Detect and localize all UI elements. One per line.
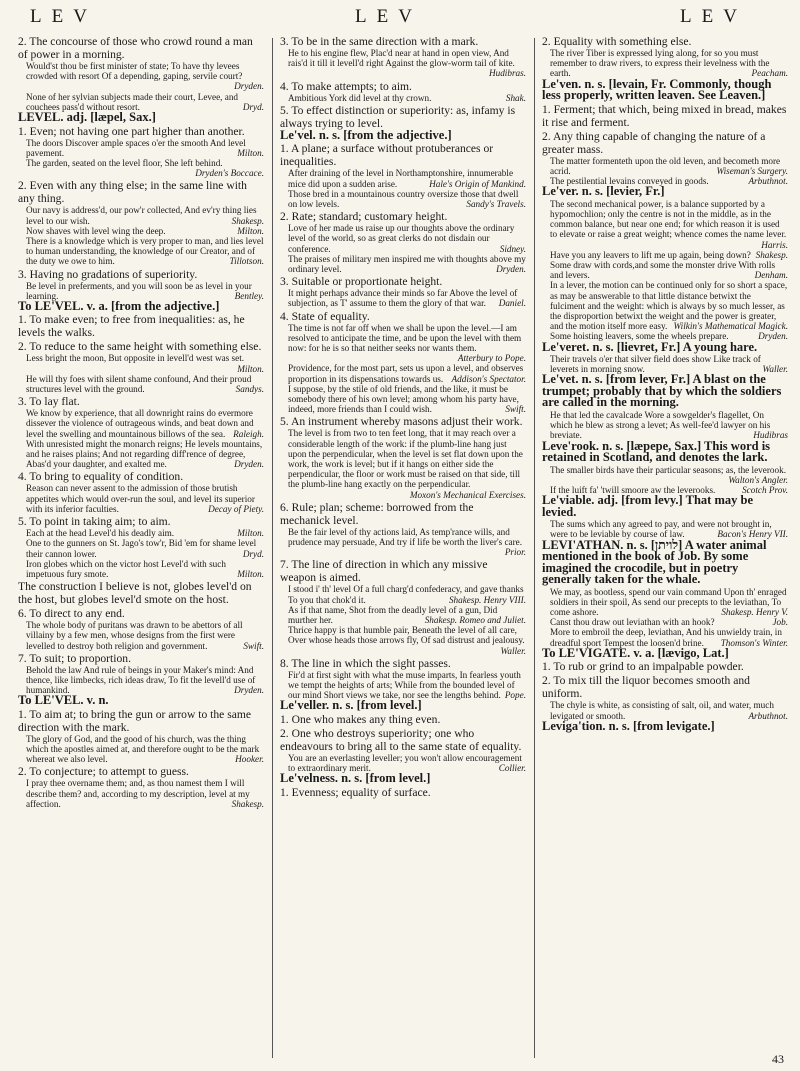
quotation-source: Shakesp. Romeo and Juliet.	[424, 615, 526, 626]
quotation-source: Tillotson.	[229, 256, 264, 267]
quotation-text: Thrice happy is that humble pair, Beneath the level of all care, Over whose heads those arrows fly, Of sad distrust and jealousy.	[288, 625, 525, 646]
quotation-text: The matter formenteth upon the old leven, and becometh more acrid.	[550, 155, 781, 176]
quotation-source: Dryd.	[242, 548, 264, 559]
quotation-source: Shak.	[505, 92, 526, 103]
quotation-text: Our navy is address'd, our pow'r collected, And ev'ry thing lies level to our wish.	[26, 205, 257, 226]
quotation-source: Dryden.	[758, 331, 788, 342]
quotation-source: Pope.	[504, 690, 526, 701]
quotation-source: Collier.	[498, 763, 526, 774]
quotation-source: Addison's Spectator.	[451, 373, 526, 384]
quotation-source: Harris.	[761, 239, 788, 250]
definition-sense: 2. To reduce to the same height with something else.	[18, 340, 262, 354]
quotation	[18, 665, 264, 696]
quotation	[18, 281, 264, 301]
quotation	[542, 700, 788, 720]
quotation-source: Moxon's Mechanical Exercises.	[409, 489, 526, 500]
quotation-text: The pestilential levains conveyed in goods.	[550, 176, 709, 187]
quotation	[542, 156, 788, 176]
quotation-text: The praises of military men inspired me with thoughts above my ordinary level.	[288, 253, 526, 274]
quotation-text: I pray thee overname them; and, as thou namest them I will describe them? and, according to my description, level at my affection.	[26, 778, 250, 809]
quotation-source: Sandys.	[235, 384, 264, 395]
quotation	[280, 288, 526, 308]
quotation-text: Reason can never assent to the admission of those brutish appetites which would over-run the soul, and level its superior with its inferior faculties.	[26, 483, 255, 514]
definition-sense: 7. To suit; to proportion.	[18, 651, 131, 665]
quotation-source: Walton's Angler.	[728, 474, 788, 485]
definition-sense: 5. To point in taking aim; to aim.	[18, 515, 171, 529]
quotation-source: Dryden.	[496, 263, 526, 274]
quotation	[18, 439, 264, 470]
quotation-text: Would'st thou be first minister of state; To have thy levees crowded with resort Of a depending, gaping, servile court?	[26, 61, 243, 82]
definition-sense: 5. To effect distinction or superiority: as, infamy is always trying to level.	[280, 103, 516, 130]
quotation	[18, 528, 264, 538]
quotation-text: Those bred in a mountainous country oversize those that dwell on low levels.	[288, 188, 519, 209]
quotation-source: Milton.	[237, 568, 264, 579]
quotation	[542, 199, 788, 250]
quotation-source: Dryden's Boccace.	[195, 168, 264, 179]
definition-sense: 3. To lay flat.	[18, 395, 80, 409]
definition-sense: The construction I believe is not, globes level'd on the host, but globes level'd smote on the host.	[18, 580, 252, 607]
quotation	[280, 363, 526, 383]
quotation-source: Shakesp.	[231, 798, 264, 809]
quotation-text: The second mechanical power, is a balance supported by a hypomochlion; only the centre is not in the middle, as in the common balance, but near one end; for which reason it is used to elevate or raise a great weight; whence comes the name lever.	[550, 198, 787, 240]
quotation-source: Denham.	[754, 270, 788, 281]
quotation-text: Less bright the moon, But opposite in levell'd west was set.	[26, 353, 245, 364]
quotation	[280, 93, 526, 103]
quotation	[18, 559, 264, 579]
quotation-source: Dryden.	[234, 459, 264, 470]
quotation	[18, 205, 264, 225]
quotation-text: The garden, seated on the level floor, She left behind.	[26, 157, 223, 168]
quotation-source: Raleigh.	[233, 428, 264, 439]
quotation-text: Be level in preferments, and you will soon be as level in your learning.	[26, 280, 252, 301]
quotation	[18, 408, 264, 439]
column-3	[542, 34, 788, 1054]
definition-sense: 1. One who makes any thing even.	[280, 712, 441, 726]
quotation-text: Fir'd at first sight with what the muse imparts, In fearless youth we tempt the heights of arts; While from the bounded level of our mind Short views we take, nor see the lengths behind.	[288, 669, 521, 701]
quotation-source: Hudibras	[753, 430, 788, 441]
quotation-source: Shakesp. Henry V.	[721, 607, 788, 617]
quotation-source: Shakesp. Henry VIII.	[448, 594, 526, 605]
column-divider	[272, 38, 273, 1058]
quotation-text: Providence, for the most part, sets us upon a level, and observes proportion in its dispensations towards us.	[288, 363, 524, 384]
quotation	[18, 778, 264, 809]
quotation-source: Swift.	[243, 640, 264, 651]
quotation-text: Behold the law And rule of beings in your Maker's mind: And thence, like limbecks, rich ideas draw, To fit the levell'd use of humankind.	[26, 664, 256, 696]
quotation	[542, 587, 788, 618]
header-right: LEV	[680, 6, 747, 27]
dictionary-headword: LEVEL. adj. [læpel, Sax.]	[18, 110, 156, 125]
quotation	[280, 223, 526, 254]
quotation-text: The time is not far off when we shall be upon the level.—I am resolved to anticipate the time, and be upon the level with them now: for he is so that neither seeks nor wants them.	[288, 322, 522, 353]
dictionary-headword: Le'vet. n. s. [from lever, Fr.] A blast on the trumpet; probably that by which the soldiers are called in the morning.	[542, 372, 782, 410]
quotation-text: He to his engine flew, Plac'd near at hand in open view, And rais'd it till it levell'd right Against the glow-worm tail of kite.	[288, 48, 515, 69]
definition-sense: 2. Any thing capable of changing the nature of a greater mass.	[542, 129, 766, 156]
quotation-source: Prior.	[504, 547, 526, 558]
quotation-text: We may, as bootless, spend our vain command Upon th' enraged soldiers in their spoil, As send our precepts to the leviathan, To come ashore.	[550, 586, 787, 617]
definition-sense: 2. To conjecture; to attempt to guess.	[18, 765, 189, 779]
quotation-text: After draining of the level in Northamptonshire, innumerable mice did upon a sudden arise.	[288, 168, 514, 189]
quotation-source: Swift.	[505, 404, 526, 415]
quotation-source: Peacham.	[751, 68, 788, 79]
quotation-text: Iron globes which on the victor host Level'd with such impetuous fury smote.	[26, 558, 226, 579]
quotation-source: Wiseman's Surgery.	[716, 165, 788, 176]
quotation	[280, 527, 526, 558]
quotation-source: Daniel.	[498, 298, 526, 309]
definition-sense: 8. The line in which the sight passes.	[280, 656, 451, 670]
quotation-text: Have you any leavers to lift me up again, being down?	[550, 249, 751, 260]
quotation-text: Ambitious York did level at thy crown.	[288, 92, 432, 103]
quotation	[280, 189, 526, 209]
definition-sense: 3. Suitable or proportionate height.	[280, 275, 443, 289]
dictionary-headword: Le'vel. n. s. [from the adjective.]	[280, 127, 452, 142]
quotation-text: The level is from two to ten feet long, that it may reach over a considerable length of the work: if the plumb-line hang just upon the perpendicular, when the level is set flat down upon the work, the work is level; but if it hangs on either side the perpendicular, the floor or work must be raised on that side, till the plumb-line hang exactly on the perpendicular.	[288, 428, 523, 490]
column-2	[280, 34, 526, 1054]
quotation-text: Canst thou draw out leviathan with an hook?	[550, 617, 715, 628]
dictionary-headword: To LE'VEL. v. n.	[18, 693, 109, 708]
quotation-text: It might perhaps advance their minds so far Above the level of subjection, as T' assume to them the glory of that war.	[288, 288, 518, 309]
quotation	[280, 625, 526, 656]
quotation-text: There is a knowledge which is very proper to man, and lies level to human understanding, the knowledge of our Creator, and of the duty we owe to him.	[26, 235, 264, 267]
quotation	[18, 483, 264, 514]
quotation	[280, 254, 526, 274]
dictionary-headword: Le'velness. n. s. [from level.]	[280, 771, 431, 786]
dictionary-headword: To LE'VEL. v. a. [from the adjective.]	[18, 298, 220, 313]
dictionary-headword: Le'veret. n. s. [lievret, Fr.] A young hare.	[542, 339, 758, 354]
quotation	[280, 428, 526, 499]
quotation	[542, 617, 788, 627]
quotation-source: Waller.	[500, 645, 526, 656]
quotation-text: The smaller birds have their particular seasons; as, the leverook.	[550, 464, 786, 475]
quotation-text: I suppose, by the stile of old friends, and the like, it must be somebody there of his own level; among whom his party have, indeed, more friends than I could wish.	[288, 383, 519, 415]
quotation-text: You are an everlasting leveller; you won't allow encouragement to extraordinary merit.	[288, 752, 522, 774]
page-number: 43	[772, 1052, 784, 1066]
quotation	[18, 353, 264, 373]
quotation-source: Dryden.	[234, 685, 264, 696]
running-header	[0, 6, 800, 34]
quotation	[280, 605, 526, 625]
definition-sense: 1. Evenness; equality of surface.	[280, 785, 431, 799]
dictionary-headword: Le'viable. adj. [from levy.] That may be levied.	[542, 493, 753, 519]
quotation	[18, 374, 264, 394]
definition-sense: 7. The line of direction in which any missive weapon is aimed.	[280, 558, 488, 585]
quotation-source: Milton.	[237, 225, 264, 236]
quotation-text: He will thy foes with silent shame confound, And their proud structures level with the ground.	[26, 373, 252, 395]
quotation-text: The glory of God, and the good of his church, was the thing which the apostles aimed at, and therefore ought to be the mark whereat we also level.	[26, 733, 260, 765]
quotation	[280, 323, 526, 364]
dictionary-headword: Leve'rook. n. s. [læpepe, Sax.] This word is retained in Scotland, and denotes the lark.	[542, 438, 771, 465]
quotation	[18, 538, 264, 558]
definition-sense: 2. Equality with something else.	[542, 35, 692, 48]
quotation	[18, 236, 264, 267]
column-divider	[534, 38, 535, 1058]
definition-sense: 1. To aim at; to bring the gun or arrow to the same direction with the mark.	[18, 707, 252, 734]
quotation-text: If the luift fa' 'twill smoore aw the leverooks.	[550, 484, 716, 495]
quotation-text: Each at the head Level'd his deadly aim.	[26, 528, 175, 539]
quotation	[542, 627, 788, 647]
header-left: LEV	[30, 6, 97, 27]
quotation	[542, 280, 788, 331]
quotation	[280, 384, 526, 415]
quotation-text: The sums which any agreed to pay, and were not brought in, were to be leviable by course of law.	[550, 519, 772, 540]
quotation-source: Milton.	[237, 528, 264, 539]
quotation	[280, 584, 526, 604]
quotation	[280, 753, 526, 773]
quotation-text: Their travels o'er that silver field does show Like track of leverets in morning snow.	[550, 354, 761, 375]
definition-sense: 1. Ferment; that which, being mixed in bread, makes it rise and ferment.	[542, 102, 787, 129]
quotation	[18, 158, 264, 178]
quotation-text: Be the fair level of thy actions laid, As temp'rance wills, and prudence may persuade, And try if life be worth the liver's care.	[288, 526, 523, 547]
quotation-source: Atterbury to Pope.	[457, 353, 526, 364]
quotation-text: None of her sylvian subjects made their court, Levee, and couchees pass'd without resort.	[26, 91, 239, 112]
definition-sense: 3. To be in the same direction with a mark.	[280, 35, 479, 48]
definition-sense: 4. State of equality.	[280, 309, 370, 323]
column-1	[18, 34, 264, 1054]
quotation-source: Arbuthnot.	[748, 710, 788, 721]
quotation-text: One to the gunners on St. Jago's tow'r, Bid 'em for shame level their cannon lower.	[26, 538, 257, 559]
quotation-source: Bacon's Henry VII.	[717, 529, 788, 540]
quotation-source: Waller.	[762, 364, 788, 375]
definition-sense: 4. To make attempts; to aim.	[280, 79, 412, 93]
quotation-source: Scotch Prov.	[742, 484, 788, 495]
definition-sense: 2. The concourse of those who crowd round a man of power in a morning.	[18, 35, 253, 61]
dictionary-headword: Le'veller. n. s. [from level.]	[280, 698, 422, 713]
quotation-text: In a lever, the motion can be continued only for so short a space, as may be answerable to that little distance betwixt the fulciment and the weight: which is always by so much lesser, as the disproportion betwixt the weight and the power is greater, and the motion itself more easy.	[550, 280, 788, 332]
quotation-text: The river Tiber is expressed lying along, for so you must remember to draw rivers, to express their levelness with the earth.	[550, 48, 770, 79]
quotation	[542, 48, 788, 79]
quotation-text: I stood i' th' level Of a full charg'd confederacy, and gave thanks To you that chok'd it.	[288, 584, 524, 605]
quotation	[18, 61, 264, 92]
quotation-source: Bentley.	[234, 290, 264, 301]
dictionary-headword: Le'ver. n. s. [levier, Fr.]	[542, 184, 665, 199]
dictionary-headword: Le'ven. n. s. [levain, Fr. Commonly, though less properly, written leaven. See Leaven.]	[542, 76, 772, 103]
quotation-source: Sidney.	[499, 243, 526, 254]
quotation-source: Decay of Piety.	[208, 503, 264, 514]
definition-sense: 2. One who destroys superiority; one who endeavours to bring all to the same state of equality.	[280, 726, 522, 753]
quotation	[18, 620, 264, 651]
quotation	[280, 48, 526, 79]
definition-sense: 1. Even; not having one part higher than another.	[18, 124, 245, 138]
definition-sense: 4. To bring to equality of condition.	[18, 470, 184, 484]
header-center: LEV	[355, 6, 422, 27]
quotation-source: Hale's Origin of Mankind.	[429, 178, 526, 189]
quotation-source: Shakesp.	[231, 215, 264, 226]
definition-sense: 1. To make even; to free from inequalities: as, he levels the walks.	[18, 313, 245, 340]
quotation-source: Dryd.	[242, 101, 264, 112]
quotation-text: As if that name, Shot from the deadly level of a gun, Did murther her.	[288, 604, 498, 626]
quotation-text: Now shaves with level wing the deep.	[26, 225, 166, 236]
quotation-text: With unresisted might the monarch reigns; He levels mountains, and he raises plains; And not regarding diff'rence of degree, Abas'd your daughter, and exalted me.	[26, 438, 263, 470]
quotation-source: Milton.	[237, 147, 264, 158]
dictionary-headword: Leviga'tion. n. s. [from levigate.]	[542, 718, 715, 733]
quotation-source: Shakesp.	[755, 249, 788, 260]
quotation	[542, 260, 788, 280]
quotation	[18, 92, 264, 112]
quotation	[18, 226, 264, 236]
quotation-text: The chyle is white, as consisting of salt, oil, and water, much levigated or smooth.	[550, 700, 774, 721]
quotation-source: Sandy's Travels.	[466, 198, 526, 209]
quotation-source: Wilkin's Mathematical Magick.	[673, 321, 788, 332]
quotation	[542, 354, 788, 374]
quotation	[280, 670, 526, 701]
quotation	[542, 465, 788, 485]
quotation-source: Job.	[772, 617, 788, 628]
quotation	[18, 734, 264, 765]
definition-sense: 1. To rub or grind to an impalpable powder.	[542, 660, 744, 674]
dictionary-headword: To LE'VIGATE. v. a. [lævigo, Lat.]	[542, 645, 729, 660]
quotation-source: Hudibras.	[488, 68, 526, 79]
definition-sense: 1. A plane; a surface without protuberances or inequalities.	[280, 142, 494, 169]
quotation-source: Hooker.	[235, 754, 264, 765]
quotation-text: Some draw with cords,and some the monster drive With rolls and levers.	[550, 259, 776, 281]
quotation-text: The whole body of puritans was drawn to be abettors of all villainy by a few men, whose designs from the first were levelled to destroy both religion and government.	[26, 620, 243, 651]
quotation	[542, 250, 788, 260]
quotation-text: The doors Discover ample spaces o'er the smooth And level pavement.	[26, 137, 246, 158]
definition-sense: 2. To mix till the liquor becomes smooth and uniform.	[542, 674, 750, 701]
definition-sense: 6. Rule; plan; scheme: borrowed from the mechanick level.	[280, 500, 474, 527]
quotation-source: Milton.	[237, 363, 264, 374]
quotation-source: Arbuthnot.	[748, 176, 788, 187]
quotation-text: More to embroil the deep, leviathan, And his unwieldy train, in dreadful sport Tempest the loosen'd brine.	[550, 627, 782, 648]
definition-sense: 3. Having no gradations of superiority.	[18, 267, 198, 281]
quotation-text: He that led the cavalcade Wore a sowgelder's flagellet, On which he blew as strong a levet; As well-fee'd lawyer on his breviate.	[550, 409, 771, 441]
quotation-text: Love of her made us raise up our thoughts above the ordinary level of the world, so as great clerks do not disdain our conference.	[288, 223, 515, 254]
definition-sense: 6. To direct to any end.	[18, 607, 125, 621]
quotation	[280, 168, 526, 188]
quotation-text: We know by experience, that all downright rains do evermore dissever the violence of outrageous winds, and beat down and level the swelling and mountainous billows of the sea.	[26, 408, 254, 439]
quotation-source: Dryden.	[234, 81, 264, 92]
quotation	[542, 410, 788, 441]
definition-sense: 2. Rate; standard; customary height.	[280, 210, 448, 224]
quotation-text: Some hoisting leavers, some the wheels prepare.	[550, 331, 729, 342]
definition-sense: 2. Even with any thing else; in the same line with any thing.	[18, 179, 247, 206]
dictionary-headword: LEVI'ATHAN. n. s. [לויתן] A water animal mentioned in the book of Job. By some imagined the crocodile, but in poetry generally taken for the whale.	[542, 537, 767, 587]
quotation	[542, 519, 788, 539]
quotation-source: Thomson's Winter.	[720, 637, 788, 648]
quotation	[18, 138, 264, 158]
definition-sense: 5. An instrument whereby masons adjust their work.	[280, 415, 523, 429]
